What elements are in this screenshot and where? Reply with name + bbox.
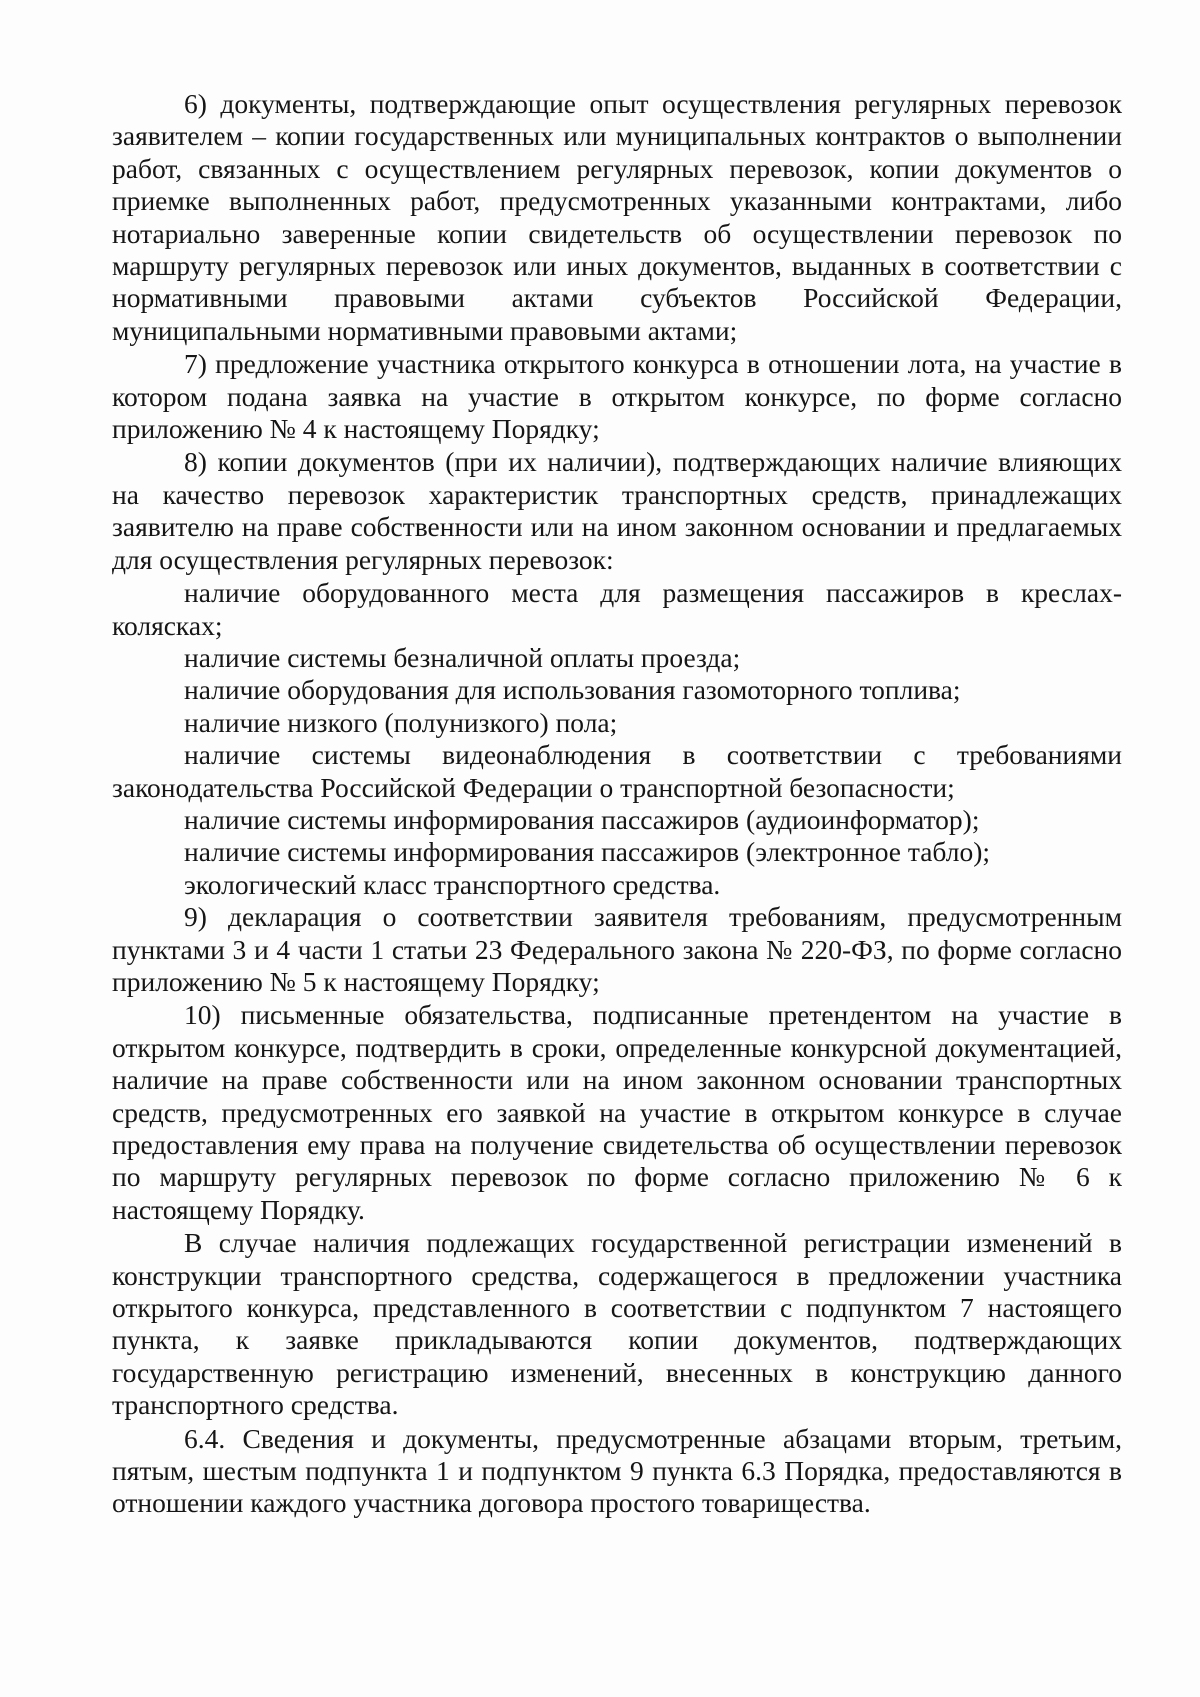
paragraph-item-6: 6) документы, подтверждающие опыт осуществления регулярных перевозок заявителем – копии государственных или муниципальных контрактов о выполнении работ, связанных с осуществлением регулярных перевозок, копии документов о приемке выполненных работ, предусмотренных указанными контрактами, либо нотариально заверенные копии свидетельств об осуществлении перевозок по маршруту регулярных перевозок или иных документов, выданных в соответствии с нормативными правовыми актами субъектов Российской Федерации, муниципальными нормативными правовыми актами;: [112, 88, 1122, 346]
characteristic-electronic-board: наличие системы информирования пассажиров (электронное табло);: [184, 836, 991, 868]
characteristic-cashless-payment: наличие системы безналичной оплаты проезда;: [184, 641, 741, 673]
characteristic-ecological-class: экологический класс транспортного средства.: [184, 868, 721, 900]
paragraph-item-8: 8) копии документов (при их наличии), подтверждающих наличие влияющих на качество перевозок характеристик транспортных средств, принадлежащих заявителю на праве собственности или на ином законном основании и предлагаемых для осуществления регулярных перевозок:: [112, 446, 1122, 575]
paragraph-item-9: 9) декларация о соответствии заявителя требованиям, предусмотренным пунктами 3 и 4 части 1 статьи 23 Федерального закона № 220-ФЗ, по форме согласно приложению № 5 к настоящему Порядку;: [112, 901, 1122, 997]
paragraph-item-10: 10) письменные обязательства, подписанные претендентом на участие в открытом конкурсе, подтвердить в сроки, определенные конкурсной документацией, наличие на праве собственности или на ином законном основании транспортных средств, предусмотренных его заявкой на участие в открытом конкурсе в случае предоставления ему права на получение свидетельства об осуществлении перевозок по маршруту регулярных перевозок по форме согласно приложению № 6 к настоящему Порядку.: [112, 999, 1122, 1225]
characteristic-gas-fuel: наличие оборудования для использования газомоторного топлива;: [184, 674, 961, 706]
paragraph-registration-changes: В случае наличия подлежащих государственной регистрации изменений в конструкции транспортного средства, содержащегося в предложении участника открытого конкурса, представленного в соответствии с подпунктом 7 настоящего пункта, к заявке прикладываются копии документов, подтверждающих государственную регистрацию изменений, внесенных в конструкцию данного транспортного средства.: [112, 1227, 1122, 1421]
paragraph-item-7: 7) предложение участника открытого конкурса в отношении лота, на участие в котором подана заявка на участие в открытом конкурсе, по форме согласно приложению № 4 к настоящему Порядку;: [112, 348, 1122, 445]
characteristic-wheelchair-place: наличие оборудованного места для размещения пассажиров в креслах-колясках;: [112, 577, 1122, 641]
characteristic-video-surveillance: наличие системы видеонаблюдения в соответствии с требованиями законодательства Российской Федерации о транспортной безопасности;: [112, 739, 1122, 803]
characteristic-audio-informer: наличие системы информирования пассажиров (аудиоинформатор);: [184, 803, 980, 835]
characteristic-low-floor: наличие низкого (полунизкого) пола;: [184, 706, 618, 738]
paragraph-section-6-4: 6.4. Сведения и документы, предусмотренные абзацами вторым, третьим, пятым, шестым подпункта 1 и подпунктом 9 пункта 6.3 Порядка, предоставляются в отношении каждого участника договора простого товарищества.: [112, 1422, 1122, 1519]
